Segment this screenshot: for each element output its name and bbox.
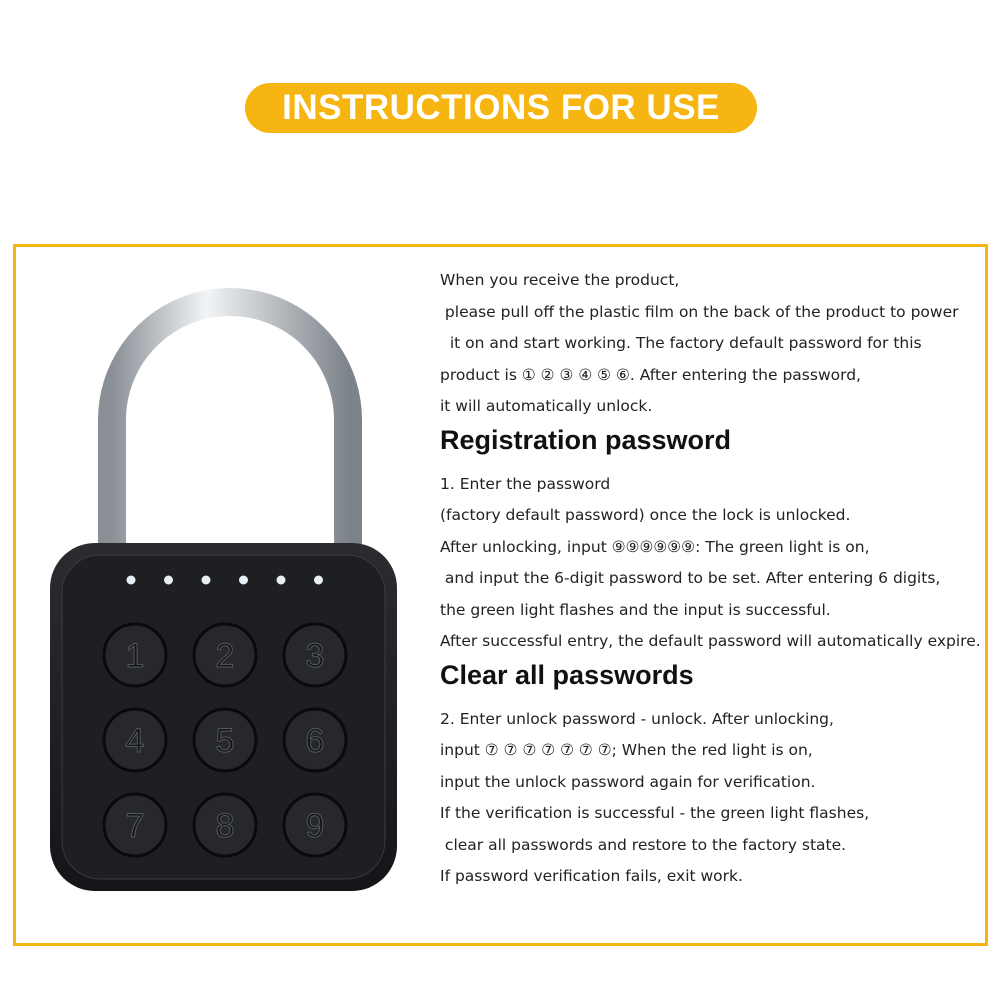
svg-text:5: 5 [215,722,235,760]
keypad-button-6 [284,709,346,771]
instruction-line: please pull off the plastic film on the back of the product to power [440,302,959,321]
keypad-button-7 [104,794,166,856]
svg-text:1: 1 [125,637,145,675]
instruction-line: and input the 6-digit password to be set. After entering 6 digits, [440,569,941,587]
instruction-line: If the verification is successful - the green light flashes, [440,804,870,822]
instruction-line: 2. Enter unlock password - unlock. After unlocking, [440,709,834,728]
keypad-button-5 [194,709,256,771]
instruction-line: input the unlock password again for verification. [440,772,816,791]
instruction-line: 1. Enter the password [440,474,611,493]
instruction-line: it will automatically unlock. [440,397,653,415]
keypad-button-2 [194,624,256,686]
indicator-led [164,576,173,585]
keypad-button-8 [194,794,256,856]
shackle [112,302,348,560]
keypad-button-3 [284,624,346,686]
instruction-line: If password verification fails, exit work. [440,867,743,885]
indicator-led [239,576,248,585]
instruction-line: After successful entry, the default password will automatically expire. [440,632,981,650]
instruction-line: product is ① ② ③ ④ ⑤ ⑥. After entering the password, [440,365,861,384]
indicator-led [127,576,136,585]
section-heading: Clear all passwords [440,659,694,690]
indicator-led [277,576,286,585]
instruction-line: After unlocking, input ⑨⑨⑨⑨⑨⑨: The green light is on, [440,537,870,556]
keypad-button-4 [104,709,166,771]
svg-text:8: 8 [215,807,235,845]
svg-text:9: 9 [305,807,325,845]
indicator-led [314,576,323,585]
instruction-line: clear all passwords and restore to the factory state. [440,835,847,854]
title-banner: INSTRUCTIONS FOR USE [245,83,757,133]
instruction-line: input ⑦ ⑦ ⑦ ⑦ ⑦ ⑦ ⑦; When the red light is on, [440,741,813,759]
svg-text:7: 7 [125,807,145,845]
section-heading: Registration password [440,424,732,455]
instruction-line: (factory default password) once the lock is unlocked. [440,506,851,524]
keypad-button-9 [284,794,346,856]
keypad-button-1 [104,624,166,686]
instruction-line: When you receive the product, [440,271,680,289]
svg-text:3: 3 [305,637,325,675]
instruction-line: the green light flashes and the input is successful. [440,600,831,619]
indicator-led [202,576,211,585]
instruction-line: it on and start working. The factory default password for this [440,334,922,352]
svg-text:2: 2 [215,637,235,675]
svg-text:4: 4 [125,722,145,760]
svg-text:6: 6 [305,722,325,760]
